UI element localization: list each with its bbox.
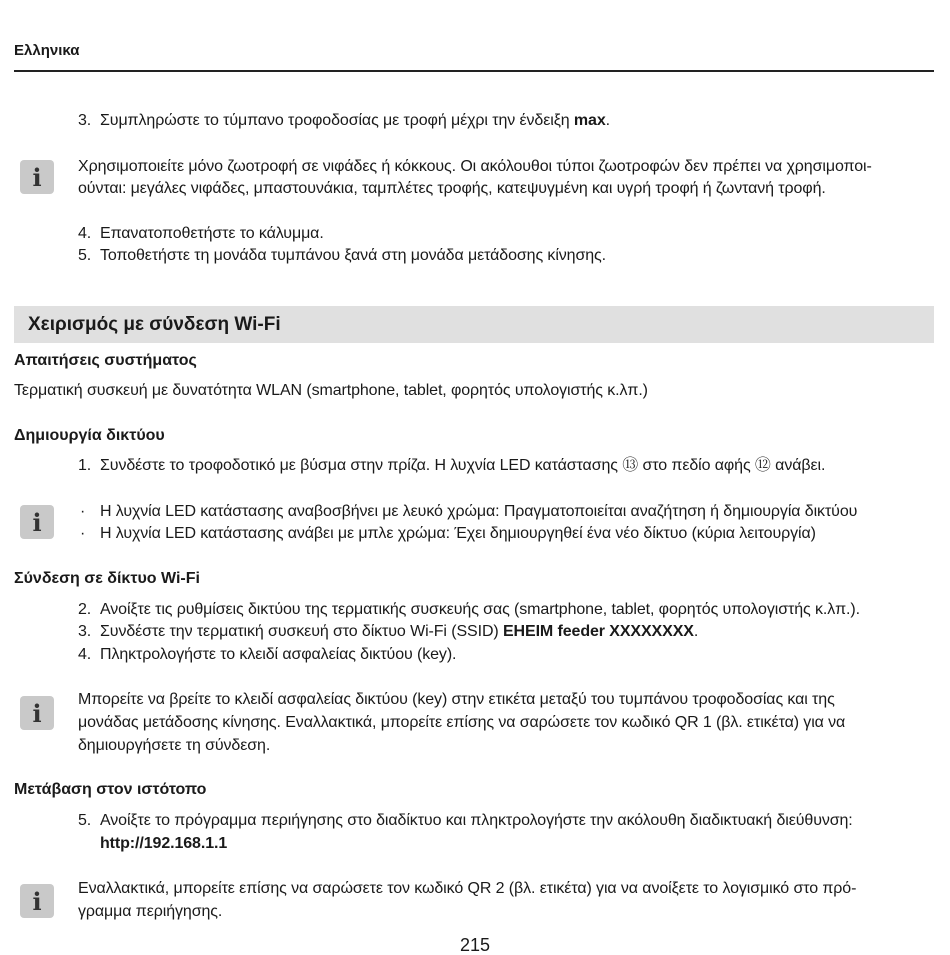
website-heading: Μετάβαση στον ιστότοπο — [14, 781, 207, 798]
bullet: · — [80, 503, 86, 520]
page-number: 215 — [459, 935, 491, 955]
step-text: Ανοίξτε τις ρυθμίσεις δικτύου της τερματικής συσκευής σας (smartphone, tablet, φορητός υπολογιστής κ.λπ.). — [100, 601, 860, 618]
ssid-name: EHEIM feeder XXXXXXXX — [502, 623, 694, 640]
bullet-text: Η λυχνία LED κατάστασης ανάβει με μπλε χρώμα: Έχει δημιουργηθεί ένα νέο δίκτυο (κύρια λειτουργία) — [100, 525, 816, 542]
step-tail: . — [605, 112, 611, 129]
connect-wifi-heading: Σύνδεση σε δίκτυο Wi-Fi — [14, 570, 200, 587]
note-3-line-2: μονάδας μετάδοσης κίνησης. Εναλλακτικά, μπορείτε επίσης να σαρώσετε τον κωδικό QR 1 (βλ. ετικέτα) για να — [78, 714, 846, 731]
url-text: http://192.168.1.1 — [100, 835, 228, 852]
bullet-text: Η λυχνία LED κατάστασης αναβοσβήνει με λευκό χρώμα: Πραγματοποιείται αναζήτηση ή δημιουργία δικτύου — [100, 503, 858, 520]
step-number: 3. — [78, 112, 92, 129]
step-5-place-drum — [78, 245, 606, 267]
note-3-line-1: Μπορείτε να βρείτε το κλειδί ασφαλείας δικτύου (key) στην ετικέτα μεταξύ του τυμπάνου τροφοδοσίας και της — [78, 691, 835, 708]
step-text: Επανατοποθετήστε το κάλυμμα. — [100, 225, 324, 242]
requirements-text: Τερματική συσκευή με δυνατότητα WLAN (smartphone, tablet, φορητός υπολογιστής κ.λπ.) — [14, 382, 648, 399]
step-4-replace-cover — [78, 223, 324, 245]
note-3-line-3: δημιουργήσετε τη σύνδεση. — [78, 737, 271, 754]
requirements-heading: Απαιτήσεις συστήματος — [14, 352, 197, 369]
note-4-line-2: γραμμα περιήγησης. — [78, 903, 223, 920]
step-number: 3. — [78, 623, 92, 640]
step-text: Τοποθετήστε τη μονάδα τυμπάνου ξανά στη μονάδα μετάδοσης κίνησης. — [100, 247, 607, 264]
step-text: Συνδέστε την τερματική συσκευή στο δίκτυο Wi-Fi (SSID) — [100, 623, 503, 640]
step-text: Ανοίξτε το πρόγραμμα περιήγησης στο διαδίκτυο και πληκτρολογήστε την ακόλουθη διαδικτυακή διεύθυνση: — [100, 812, 853, 829]
language-header: Ελληνικα — [14, 42, 80, 59]
section-title: Χειρισμός με σύνδεση Wi-Fi — [28, 314, 281, 335]
step-4-enter-key — [78, 644, 456, 666]
create-network-heading: Δημιουργία δικτύου — [14, 427, 165, 444]
step-number: 5. — [78, 247, 92, 264]
step-2-open-settings — [78, 599, 860, 621]
step-3-fill-drum — [78, 110, 610, 132]
step-3-connect-ssid — [78, 621, 698, 643]
step-5-open-browser — [78, 810, 853, 832]
step-number: 5. — [78, 812, 92, 829]
info-icon: i — [20, 160, 54, 194]
info-icon: i — [20, 696, 54, 730]
step-1-plug-in — [78, 455, 825, 477]
step-bold: max — [573, 112, 606, 129]
bullet: · — [80, 525, 86, 542]
step-text: Συνδέστε το τροφοδοτικό με βύσμα στην πρίζα. Η λυχνία LED κατάστασης ⑬ στο πεδίο αφής ⑫ ανάβει. — [100, 457, 826, 474]
website-url — [100, 833, 227, 855]
step-number: 4. — [78, 646, 92, 663]
info-icon: i — [20, 505, 54, 539]
step-tail: . — [693, 623, 699, 640]
note-2-line-1 — [78, 501, 857, 523]
note-4-line-1: Εναλλακτικά, μπορείτε επίσης να σαρώσετε τον κωδικό QR 2 (βλ. ετικέτα) για να ανοίξετε το λογισμικό στο πρό- — [78, 880, 857, 897]
step-text: Συμπληρώστε το τύμπανο τροφοδοσίας με τροφή μέχρι την ένδειξη — [100, 112, 574, 129]
step-text: Πληκτρολογήστε το κλειδί ασφαλείας δικτύου (key). — [100, 646, 457, 663]
header-rule — [14, 70, 934, 72]
info-icon: i — [20, 884, 54, 918]
note-1-line-1: Χρησιμοποιείτε μόνο ζωοτροφή σε νιφάδες ή κόκκους. Οι ακόλουθοι τύποι ζωοτροφών δεν πρέπει να χρησιμοποι- — [78, 158, 872, 175]
step-number: 1. — [78, 457, 92, 474]
note-2-line-2 — [78, 523, 816, 545]
step-number: 4. — [78, 225, 92, 242]
step-number: 2. — [78, 601, 92, 618]
note-1-line-2: ούνται: μεγάλες νιφάδες, μπαστουνάκια, ταμπλέτες τροφής, κατεψυγμένη και υγρή τροφή ή ζωντανή τροφή. — [78, 180, 826, 197]
